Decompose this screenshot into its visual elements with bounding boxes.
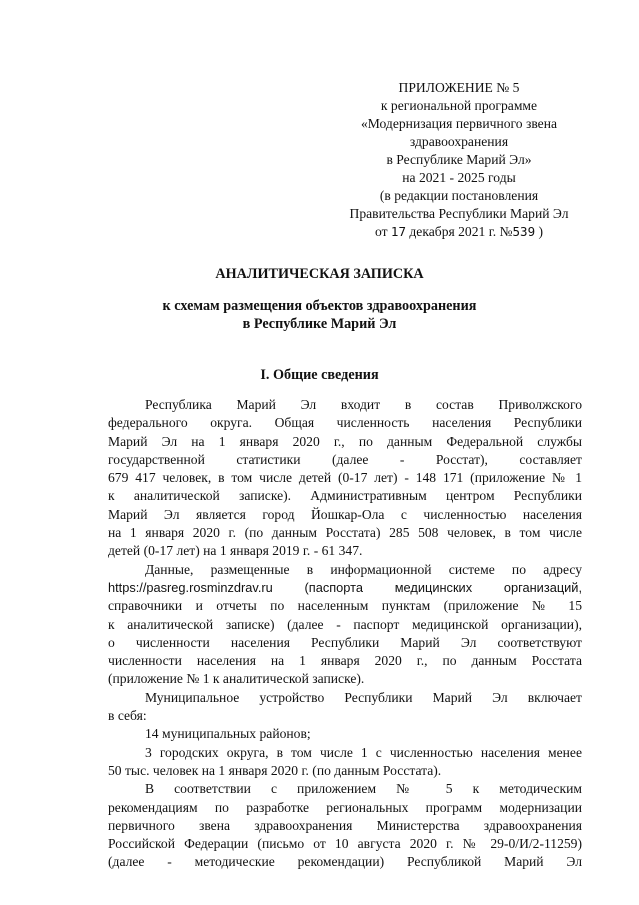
text-line: о численности населения Республики Марий Эл соответствуют bbox=[108, 634, 582, 650]
appendix-line: на 2021 - 2025 годы bbox=[402, 170, 516, 185]
text-line: В соответствии с приложением № 5 к методическим bbox=[145, 781, 582, 797]
text-line: Республика Марий Эл входит в состав Приволжского bbox=[145, 397, 582, 412]
text-line: федерального округа. Общая численность населения Республики bbox=[108, 415, 582, 431]
text-line: детей (0-17 лет) на 1 января 2019 г. - 61 347. bbox=[108, 543, 363, 559]
appendix-line: Правительства Республики Марий Эл bbox=[349, 206, 569, 221]
text-line: к аналитической записке). Административным центром Республики bbox=[108, 488, 582, 504]
text-line: на 1 января 2020 г. (по данным Росстата) 285 508 человек, в том числе bbox=[108, 525, 582, 541]
list-item: 3 городских округа, в том числе 1 с численностью населения менее bbox=[145, 744, 582, 760]
text-line: к аналитической записке) (далее - паспорт медицинской организации), bbox=[108, 616, 582, 632]
subtitle-line-1: к схемам размещения объектов здравоохранения bbox=[162, 298, 477, 314]
text-line: Муниципальное устройство Республики Марий Эл включает bbox=[145, 689, 582, 705]
text-line: Марий Эл является город Йошкар-Ола с численностью населения bbox=[108, 506, 582, 522]
text-line: (далее - методические рекомендации) Республикой Марий Эл bbox=[108, 854, 582, 870]
date-day: 17 bbox=[390, 224, 406, 239]
text-line: в себя: bbox=[108, 708, 147, 724]
date-middle: декабря 2021 г. № bbox=[409, 224, 513, 239]
text-line: Данные, размещенные в информационной системе по адресу bbox=[145, 561, 582, 577]
list-item: 14 муниципальных районов; bbox=[145, 726, 311, 742]
text-line: государственной статистики (далее - Росстат), составляет bbox=[108, 451, 582, 467]
document-number: 539 bbox=[512, 224, 536, 239]
text-line: Марий Эл на 1 января 2020 г., по данным Федеральной службы bbox=[108, 433, 582, 449]
appendix-block bbox=[332, 79, 586, 241]
subtitle-line-2: в Республике Марий Эл bbox=[242, 316, 397, 332]
appendix-line: здравоохранения bbox=[409, 134, 509, 149]
appendix-line: ПРИЛОЖЕНИЕ № 5 bbox=[398, 80, 520, 95]
document-subtitle bbox=[0, 297, 639, 333]
text-line: 679 417 человек, в том числе детей (0-17 лет) - 148 171 (приложение № 1 bbox=[108, 470, 582, 486]
text-line: Российской Федерации (письмо от 10 августа 2020 г. № 29-0/И/2-11259) bbox=[108, 836, 582, 852]
appendix-line: в Республике Марий Эл» bbox=[386, 152, 532, 167]
date-prefix: от bbox=[374, 224, 388, 239]
text-line: рекомендациям по разработке региональных программ модернизации bbox=[108, 799, 582, 815]
text-line: 50 тыс. человек на 1 января 2020 г. (по данным Росстата). bbox=[108, 762, 442, 778]
text-line: (приложение № 1 к аналитической записке). bbox=[108, 671, 365, 687]
appendix-line: к региональной программе bbox=[380, 98, 538, 113]
url-line: https://pasreg.rosminzdrav.ru (паспорта медицинских организаций, bbox=[108, 579, 582, 595]
section-heading: I. Общие сведения bbox=[260, 367, 379, 383]
appendix-line: «Модернизация первичного звена bbox=[360, 116, 558, 131]
appendix-line: (в редакции постановления bbox=[379, 188, 539, 203]
date-suffix: ) bbox=[538, 224, 544, 239]
text-line: численности населения на 1 января 2020 г., по данным Росстата bbox=[108, 653, 582, 669]
text-line: справочники и отчеты по населенным пунктам (приложение № 15 bbox=[108, 598, 582, 614]
document-title: АНАЛИТИЧЕСКАЯ ЗАПИСКА bbox=[215, 266, 424, 282]
body-text bbox=[108, 396, 582, 872]
text-line: первичного звена здравоохранения Министерства здравоохранения bbox=[108, 817, 582, 833]
appendix-date-line bbox=[332, 223, 586, 241]
